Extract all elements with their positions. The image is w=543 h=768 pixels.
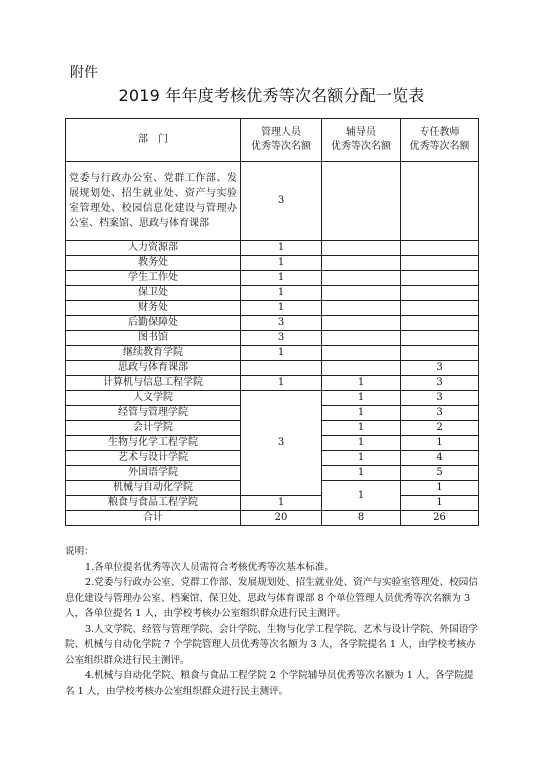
mgmt-cell: 3 [241,162,322,241]
counselor-cell: 1 [322,466,401,481]
total-teacher: 26 [401,511,479,526]
mgmt-cell: 1 [241,376,322,391]
total-counselor: 8 [322,511,401,526]
note-item: 3.人文学院、经管与管理学院、会计学院、生物与化学工程学院、艺术与设计学院、外国语学院、机械与自动化学院 7 个学院管理人员优秀等次名额为 3 人，各学院提名 1 人，由学校考核办公室组织群众进行民主测评。 [65,623,478,666]
total-row [66,511,479,526]
dept-cell: 人文学院 [66,391,241,406]
dept-cell: 财务处 [66,301,241,316]
note-item: 4.机械与自动化学院、粮食与食品工程学院 2 个学院辅导员优秀等次名额为 1 人，各学院提名 1 人，由学校考核办公室组织群众进行民主测评。 [65,670,474,697]
table-row [66,162,479,241]
dept-cell: 党委与行政办公室、党群工作部、发展规划处、招生就业处、资产与实验室管理处、校园信息化建设与管理办公室、档案馆、思政与体育课部 [66,162,241,241]
teacher-cell: 1 [401,496,479,511]
teacher-cell: 3 [401,376,479,391]
teacher-cell [401,256,479,271]
notes-heading: 说明： [65,546,94,557]
attachment-label: 附件 [70,65,98,81]
counselor-cell [322,241,401,256]
teacher-cell: 3 [401,361,479,376]
mgmt-cell: 1 [241,346,322,361]
counselor-cell: 1 [322,376,401,391]
teacher-cell: 2 [401,421,479,436]
teacher-cell [401,241,479,256]
teacher-cell [401,331,479,346]
table-row [66,331,479,346]
dept-cell: 经管与管理学院 [66,406,241,421]
dept-cell: 机械与自动化学院 [66,481,241,496]
quota-table [65,118,479,526]
dept-cell: 人力资源部 [66,241,241,256]
dept-cell: 生物与化学工程学院 [66,436,241,451]
table-row [66,316,479,331]
counselor-cell [322,271,401,286]
dept-cell: 思政与体育课部 [66,361,241,376]
counselor-cell: 1 [322,391,401,406]
counselor-cell: 1 [322,436,401,451]
mgmt-cell: 3 [241,331,322,346]
dept-cell: 外国语学院 [66,466,241,481]
total-mgmt: 20 [241,511,322,526]
note-item: 2.党委与行政办公室、党群工作部、发展规划处、招生就业处、资产与实验室管理处、校园信息化建设与管理办公室、档案馆、保卫处、思政与体育课部 8 个单位管理人员优秀等次名额为 3 人，各单位提名 1 人，由学校考核办公室组织群众进行民主测评。 [65,577,478,619]
teacher-cell [401,162,479,241]
counselor-cell [322,301,401,316]
table-row [66,496,479,511]
dept-cell: 保卫处 [66,286,241,301]
counselor-merged-cell: 1 [322,481,401,511]
mgmt-cell: 1 [241,241,322,256]
notes-section [65,544,480,699]
table-row [66,301,479,316]
counselor-cell: 1 [322,451,401,466]
teacher-cell: 5 [401,466,479,481]
table-row [66,256,479,271]
mgmt-cell: 1 [241,286,322,301]
counselor-cell [322,256,401,271]
counselor-cell: 1 [322,406,401,421]
mgmt-merged-cell: 3 [241,391,322,496]
mgmt-cell [241,361,322,376]
table-row [66,376,479,391]
header-counselor: 辅导员 优秀等次名额 [322,119,401,162]
teacher-cell: 4 [401,451,479,466]
dept-cell: 粮食与食品工程学院 [66,496,241,511]
dept-cell: 教务处 [66,256,241,271]
counselor-cell [322,361,401,376]
header-teacher: 专任教师 优秀等次名额 [401,119,479,162]
teacher-cell: 3 [401,391,479,406]
header-dept: 部 门 [66,119,241,162]
table-row [66,271,479,286]
counselor-cell [322,316,401,331]
teacher-cell [401,286,479,301]
note-item: 1.各单位提名优秀等次人员需符合考核优秀等次基本标准。 [85,561,334,573]
teacher-cell [401,301,479,316]
counselor-cell [322,331,401,346]
dept-cell: 图书馆 [66,331,241,346]
counselor-cell [322,286,401,301]
teacher-cell: 1 [401,481,479,496]
table-row [66,241,479,256]
table-header-row [66,119,479,162]
dept-cell: 计算机与信息工程学院 [66,376,241,391]
counselor-cell: 1 [322,421,401,436]
mgmt-cell: 1 [241,256,322,271]
counselor-cell [322,346,401,361]
mgmt-cell: 3 [241,316,322,331]
teacher-cell: 1 [401,436,479,451]
dept-cell: 学生工作处 [66,271,241,286]
dept-cell: 艺术与设计学院 [66,451,241,466]
teacher-cell [401,346,479,361]
total-label: 合计 [66,511,241,526]
table-row [66,346,479,361]
table-row [66,391,479,406]
header-mgmt: 管理人员 优秀等次名额 [241,119,322,162]
dept-cell: 后勤保障处 [66,316,241,331]
table-row [66,286,479,301]
document-title: 2019 年年度考核优秀等次名额分配一览表 [118,86,425,105]
teacher-cell [401,316,479,331]
counselor-cell [322,162,401,241]
mgmt-cell: 1 [241,271,322,286]
teacher-cell: 3 [401,406,479,421]
dept-cell: 会计学院 [66,421,241,436]
mgmt-cell: 1 [241,301,322,316]
teacher-cell [401,271,479,286]
mgmt-cell: 1 [241,496,322,511]
dept-cell: 继续教育学院 [66,346,241,361]
table-row [66,361,479,376]
